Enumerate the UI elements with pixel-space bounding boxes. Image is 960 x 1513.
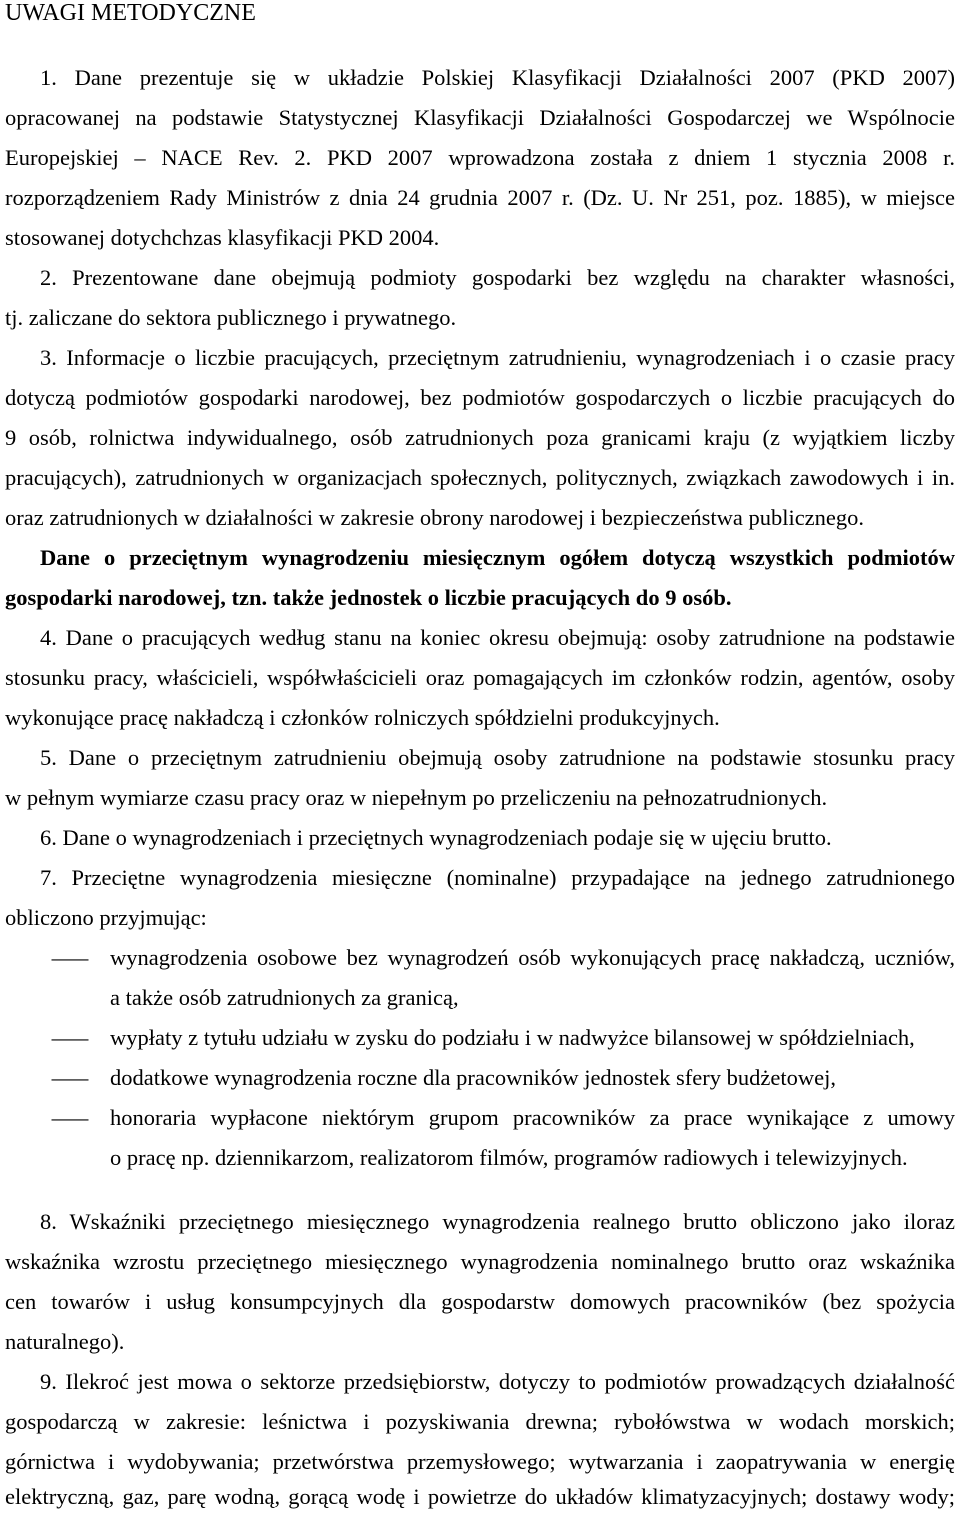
paragraph-9 — [5, 1362, 955, 1512]
paragraph-3-line-1: 3. Informacje o liczbie pracujących, przeciętnym zatrudnieniu, wynagrodzeniach i o czasie pracy — [40, 345, 955, 370]
paragraph-7-line-1: 7. Przeciętne wynagrodzenia miesięczne (nominalne) przypadające na jednego zatrudnionego — [40, 865, 955, 890]
paragraph-8 — [5, 1202, 955, 1362]
paragraph-5-line-1: 5. Dane o przeciętnym zatrudnieniu obejmują osoby zatrudnione na podstawie stosunku pracy — [40, 745, 955, 770]
bold-note — [5, 538, 955, 618]
paragraph-4-line-2: stosunku pracy, właścicieli, współwłaścicieli oraz pomagających im członków rodzin, agentów, osoby — [5, 665, 955, 690]
dash-bullet: – — [52, 1065, 88, 1090]
paragraph-1 — [5, 58, 955, 258]
paragraph-8-line-1: 8. Wskaźniki przeciętnego miesięcznego wynagrodzenia realnego brutto obliczono jako iloraz — [40, 1209, 955, 1234]
dash-bullet: – — [52, 1025, 88, 1050]
paragraph-6 — [5, 818, 955, 858]
paragraph-4-line-3: wykonujące pracę nakładczą i członków rolniczych spółdzielni produkcyjnych. — [5, 705, 720, 730]
paragraph-8-line-3: cen towarów i usług konsumpcyjnych dla gospodarstw domowych pracowników (bez spożycia — [5, 1289, 955, 1314]
paragraph-9-line-2: gospodarczą w zakresie: leśnictwa i pozyskiwania drewna; rybołówstwa w wodach morskich; — [5, 1409, 955, 1434]
paragraph-1-line-2: opracowanej na podstawie Statystycznej Klasyfikacji Działalności Gospodarczej we Wspólnocie — [5, 105, 955, 130]
list-item — [5, 1018, 955, 1058]
paragraph-5 — [5, 738, 955, 818]
paragraph-9-line-3: górnictwa i wydobywania; przetwórstwa przemysłowego; wytwarzania i zaopatrywania w energię — [5, 1449, 955, 1474]
list-item-2-line-1: wypłaty z tytułu udziału w zysku do podziału i w nadwyżce bilansowej w spółdzielniach, — [110, 1025, 915, 1050]
paragraph-9-line-4: elektryczną, gaz, parę wodną, gorącą wodę i powietrze do układów klimatyzacyjnych; dostawy wody; — [5, 1484, 955, 1509]
document-page — [5, 0, 955, 1512]
dash-bullet: – — [52, 945, 88, 970]
paragraph-7 — [5, 858, 955, 938]
paragraph-3-line-5: oraz zatrudnionych w działalności w zakresie obrony narodowej i bezpieczeństwa publicznego. — [5, 505, 865, 530]
paragraph-7-line-2: obliczono przyjmując: — [5, 905, 207, 930]
list-item — [5, 938, 955, 1018]
paragraph-5-line-2: w pełnym wymiarze czasu pracy oraz w niepełnym po przeliczeniu na pełnozatrudnionych. — [5, 785, 828, 810]
paragraph-9-line-1: 9. Ilekroć jest mowa o sektorze przedsiębiorstw, dotyczy to podmiotów prowadzących działalność — [40, 1369, 955, 1394]
dash-list — [5, 938, 955, 1178]
list-item-4-line-2: o pracę np. dziennikarzom, realizatorom filmów, programów radiowych i telewizyjnych. — [110, 1145, 908, 1170]
list-item — [5, 1098, 955, 1178]
dash-bullet: – — [52, 1105, 88, 1130]
paragraph-1-line-5: stosowanej dotychchzas klasyfikacji PKD 2004. — [5, 225, 440, 250]
paragraph-3-line-3: 9 osób, rolnictwa indywidualnego, osób zatrudnionych poza granicami kraju (z wyjątkiem liczby — [5, 425, 955, 450]
paragraph-8-line-4: naturalnego). — [5, 1329, 125, 1354]
list-item-3-line-1: dodatkowe wynagrodzenia roczne dla pracowników jednostek sfery budżetowej, — [110, 1065, 836, 1090]
paragraph-2-line-2: tj. zaliczane do sektora publicznego i prywatnego. — [5, 305, 457, 330]
paragraph-1-line-3: Europejskiej – NACE Rev. 2. PKD 2007 wprowadzona została z dniem 1 stycznia 2008 r. — [5, 145, 955, 170]
list-item-1-line-2: a także osób zatrudnionych za granicą, — [110, 985, 459, 1010]
bold-note-line-2: gospodarki narodowej, tzn. także jednostek o liczbie pracujących do 9 osób. — [5, 585, 732, 610]
paragraph-3 — [5, 338, 955, 538]
paragraph-1-line-1: 1. Dane prezentuje się w układzie Polskiej Klasyfikacji Działalności 2007 (PKD 2007) — [40, 65, 955, 90]
paragraph-8-line-2: wskaźnika wzrostu przeciętnego miesięcznego wynagrodzenia nominalnego brutto oraz wskaźnika — [5, 1249, 955, 1274]
paragraph-1-line-4: rozporządzeniem Rady Ministrów z dnia 24 grudnia 2007 r. (Dz. U. Nr 251, poz. 1885), w miejsce — [5, 185, 955, 210]
paragraph-3-line-4: pracujących), zatrudnionych w organizacjach społecznych, politycznych, związkach zawodowych i in. — [5, 465, 955, 490]
paragraph-2 — [5, 258, 955, 338]
paragraph-6-line-1: 6. Dane o wynagrodzeniach i przeciętnych wynagrodzeniach podaje się w ujęciu brutto. — [40, 825, 832, 850]
list-item — [5, 1058, 955, 1098]
document-title: UWAGI METODYCZNE — [5, 0, 256, 26]
bold-note-line-1: Dane o przeciętnym wynagrodzeniu miesięcznym ogółem dotyczą wszystkich podmiotów — [40, 545, 955, 570]
paragraph-2-line-1: 2. Prezentowane dane obejmują podmioty gospodarki bez względu na charakter własności, — [40, 265, 955, 290]
paragraph-4-line-1: 4. Dane o pracujących według stanu na koniec okresu obejmują: osoby zatrudnione na podstawie — [40, 625, 955, 650]
list-item-1-line-1: wynagrodzenia osobowe bez wynagrodzeń osób wykonujących pracę nakładczą, uczniów, — [110, 945, 955, 970]
paragraph-3-line-2: dotyczą podmiotów gospodarki narodowej, bez podmiotów gospodarczych o liczbie pracujących do — [5, 385, 955, 410]
paragraph-4 — [5, 618, 955, 738]
list-item-4-line-1: honoraria wypłacone niektórym grupom pracowników za prace wynikające z umowy — [110, 1105, 955, 1130]
